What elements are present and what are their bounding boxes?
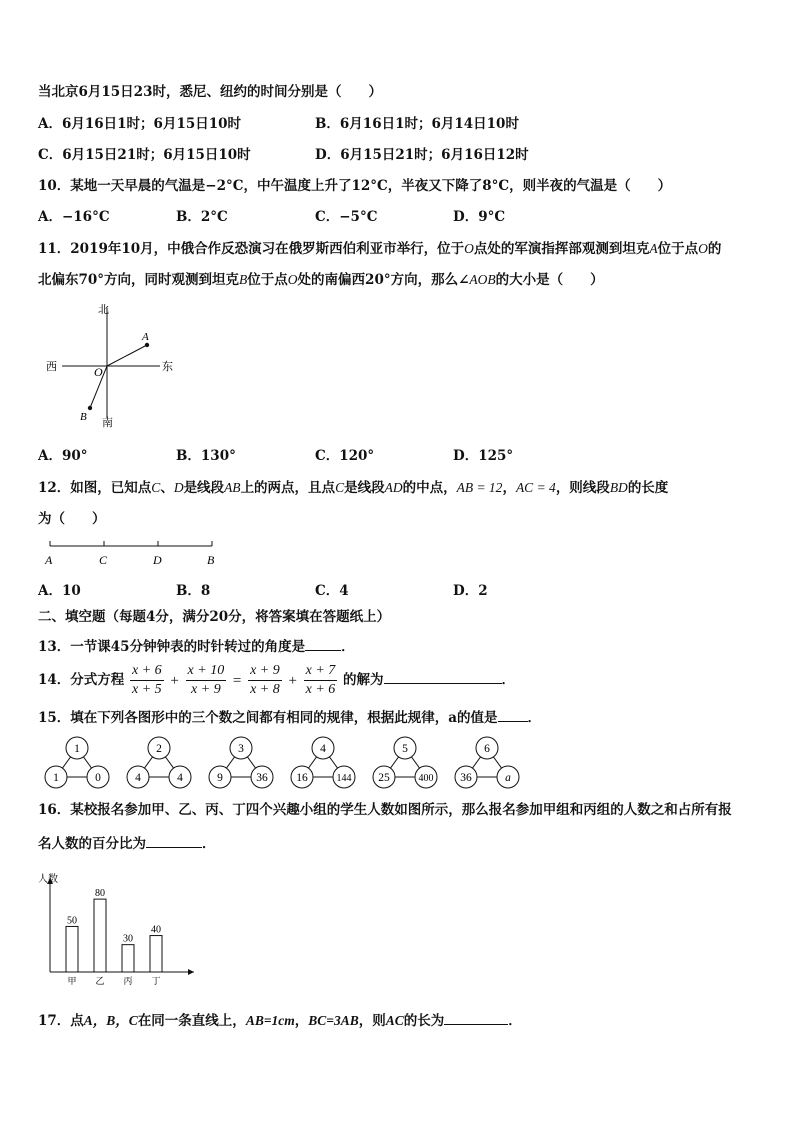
pattern-group <box>45 737 109 788</box>
bar-乙 <box>94 899 106 972</box>
q11-compass-figure <box>40 296 190 431</box>
q11-option-c: C．120° <box>315 448 375 464</box>
category-label: 丙 <box>123 976 133 986</box>
pattern-group <box>373 737 437 788</box>
q17: 17．点A，B，C在同一条直线上，AB=1cm，BC=3AB，则AC的长为 ． <box>38 1010 522 1030</box>
number-left: 36 <box>460 772 472 784</box>
fraction-4: $\frac{x + 7}{x + 6}$ <box>305 663 336 697</box>
label-east: 东 <box>162 361 173 373</box>
label-a: A <box>45 553 53 567</box>
number-top: 4 <box>320 743 326 755</box>
q9-stem: 当北京6月15日23时，悉尼、纽约的时间分别是（ ） <box>38 84 382 100</box>
number-right: 0 <box>95 772 101 784</box>
q12-option-a: A．10 <box>38 583 81 599</box>
q12-line1: 12．如图，已知点C、D是线段AB上的两点，且点C是线段AD的中点，AB = 12，AC = 4，则线段BD的长度 <box>38 480 669 496</box>
q12-segment-figure <box>40 536 230 570</box>
answer-blank <box>384 669 502 684</box>
section-heading-fill-in: 二、填空题（每题4分，满分20分，将答案填在答题纸上） <box>38 609 391 625</box>
label-b: B <box>80 411 87 423</box>
q10-option-d: D．9°C <box>453 209 506 225</box>
answer-blank <box>498 707 528 722</box>
q11-option-d: D．125° <box>453 448 514 464</box>
q9-option-a: A．6月16日1时；6月15日10时 <box>38 116 242 132</box>
data-label: 50 <box>67 915 77 927</box>
q12-option-d: D．2 <box>453 583 488 599</box>
number-top: 3 <box>238 743 244 755</box>
fraction-2: $\frac{x + 10}{x + 9}$ <box>187 663 225 697</box>
label-d: D <box>153 553 162 567</box>
q15: 15．填在下列各图形中的三个数之间都有相同的规律，根据此规律，a的值是 ． <box>38 707 541 727</box>
y-axis-label: 人数 <box>38 874 58 885</box>
data-label: 30 <box>123 933 133 945</box>
label-a: A <box>142 331 149 343</box>
q12-option-c: C．4 <box>315 583 349 599</box>
q11-line1: 11．2019年10月，中俄合作反恐演习在俄罗斯西伯利亚市举行，位于O点处的军演指挥部观测到坦克A位于点O的 <box>38 241 722 257</box>
number-top: 2 <box>156 743 162 755</box>
q15-number-pattern-figure <box>36 733 536 793</box>
q10-option-b: B．2°C <box>176 209 228 225</box>
data-label: 80 <box>95 888 105 900</box>
label-c: C <box>99 553 108 567</box>
number-right: 144 <box>336 773 352 784</box>
q12-option-b: B．8 <box>176 583 211 599</box>
q10-option-c: C．−5°C <box>315 209 378 225</box>
q10-stem: 10．某地一天早晨的气温是−2°C，中午温度上升了12°C，半夜又下降了8°C，则半夜的气温是（ ） <box>38 178 672 194</box>
pattern-group <box>209 737 273 788</box>
q10-option-a: A．−16°C <box>38 209 110 225</box>
fraction-3: $\frac{x + 9}{x + 8}$ <box>250 663 280 697</box>
label-o: O <box>94 365 103 379</box>
answer-blank <box>146 833 202 848</box>
number-right: 400 <box>418 773 434 784</box>
category-label: 乙 <box>95 976 105 986</box>
answer-blank <box>444 1010 508 1025</box>
bar-丙 <box>122 945 134 972</box>
ray-oa <box>107 345 147 366</box>
category-label: 甲 <box>67 976 77 986</box>
category-label: 丁 <box>151 976 161 986</box>
q11-line2: 北偏东70°方向，同时观测到坦克B位于点O处的南偏西20°方向，那么∠AOB的大小是（ ） <box>38 272 604 288</box>
label-south: 南 <box>102 417 113 429</box>
fraction-1: $\frac{x + 6}{x + 5}$ <box>132 663 162 697</box>
q11-option-a: A．90° <box>38 448 88 464</box>
point-b <box>88 406 92 410</box>
pattern-group <box>455 737 519 788</box>
bar-丁 <box>150 936 162 972</box>
number-left: 4 <box>135 772 141 784</box>
number-right: a <box>505 772 511 784</box>
label-north: 北 <box>98 304 109 316</box>
q9-option-d: D．6月15日21时；6月16日12时 <box>315 147 529 163</box>
number-right: 4 <box>177 772 183 784</box>
number-top: 1 <box>74 743 80 755</box>
q9-option-b: B．6月16日1时；6月14日10时 <box>315 116 519 132</box>
q14: 14．分式方程 $\frac{x + 6}{x + 5}$ + $\frac{x + 10}{x + 9}$ = $\frac{x + 9}{x + 8}$ + $\frac{x + 7}{x + 6}$ 的解为 ． <box>38 663 516 697</box>
answer-blank <box>305 636 341 651</box>
pattern-group <box>127 737 191 788</box>
number-top: 5 <box>402 743 408 755</box>
q16-line2: 名人数的百分比为 ． <box>38 833 216 853</box>
q12-line2: 为（ ） <box>38 511 106 527</box>
q13: 13．一节课45分钟钟表的时针转过的角度是 ． <box>38 636 355 656</box>
bar-甲 <box>66 926 78 972</box>
q11-option-b: B．130° <box>176 448 236 464</box>
number-left: 16 <box>296 772 308 784</box>
number-left: 9 <box>217 772 223 784</box>
x-axis-arrow <box>188 969 194 975</box>
number-left: 1 <box>53 772 59 784</box>
label-b: B <box>207 553 215 567</box>
q16-bar-chart <box>36 868 206 988</box>
q9-option-c: C．6月15日21时；6月15日10时 <box>38 147 251 163</box>
pattern-group <box>291 737 355 788</box>
q16-line1: 16．某校报名参加甲、乙、丙、丁四个兴趣小组的学生人数如图所示，那么报名参加甲组和丙组的人数之和占所有报 <box>38 802 732 818</box>
label-west: 西 <box>46 361 57 373</box>
point-a <box>145 343 149 347</box>
data-label: 40 <box>151 924 161 936</box>
number-left: 25 <box>378 772 390 784</box>
number-right: 36 <box>256 772 268 784</box>
number-top: 6 <box>484 743 490 755</box>
